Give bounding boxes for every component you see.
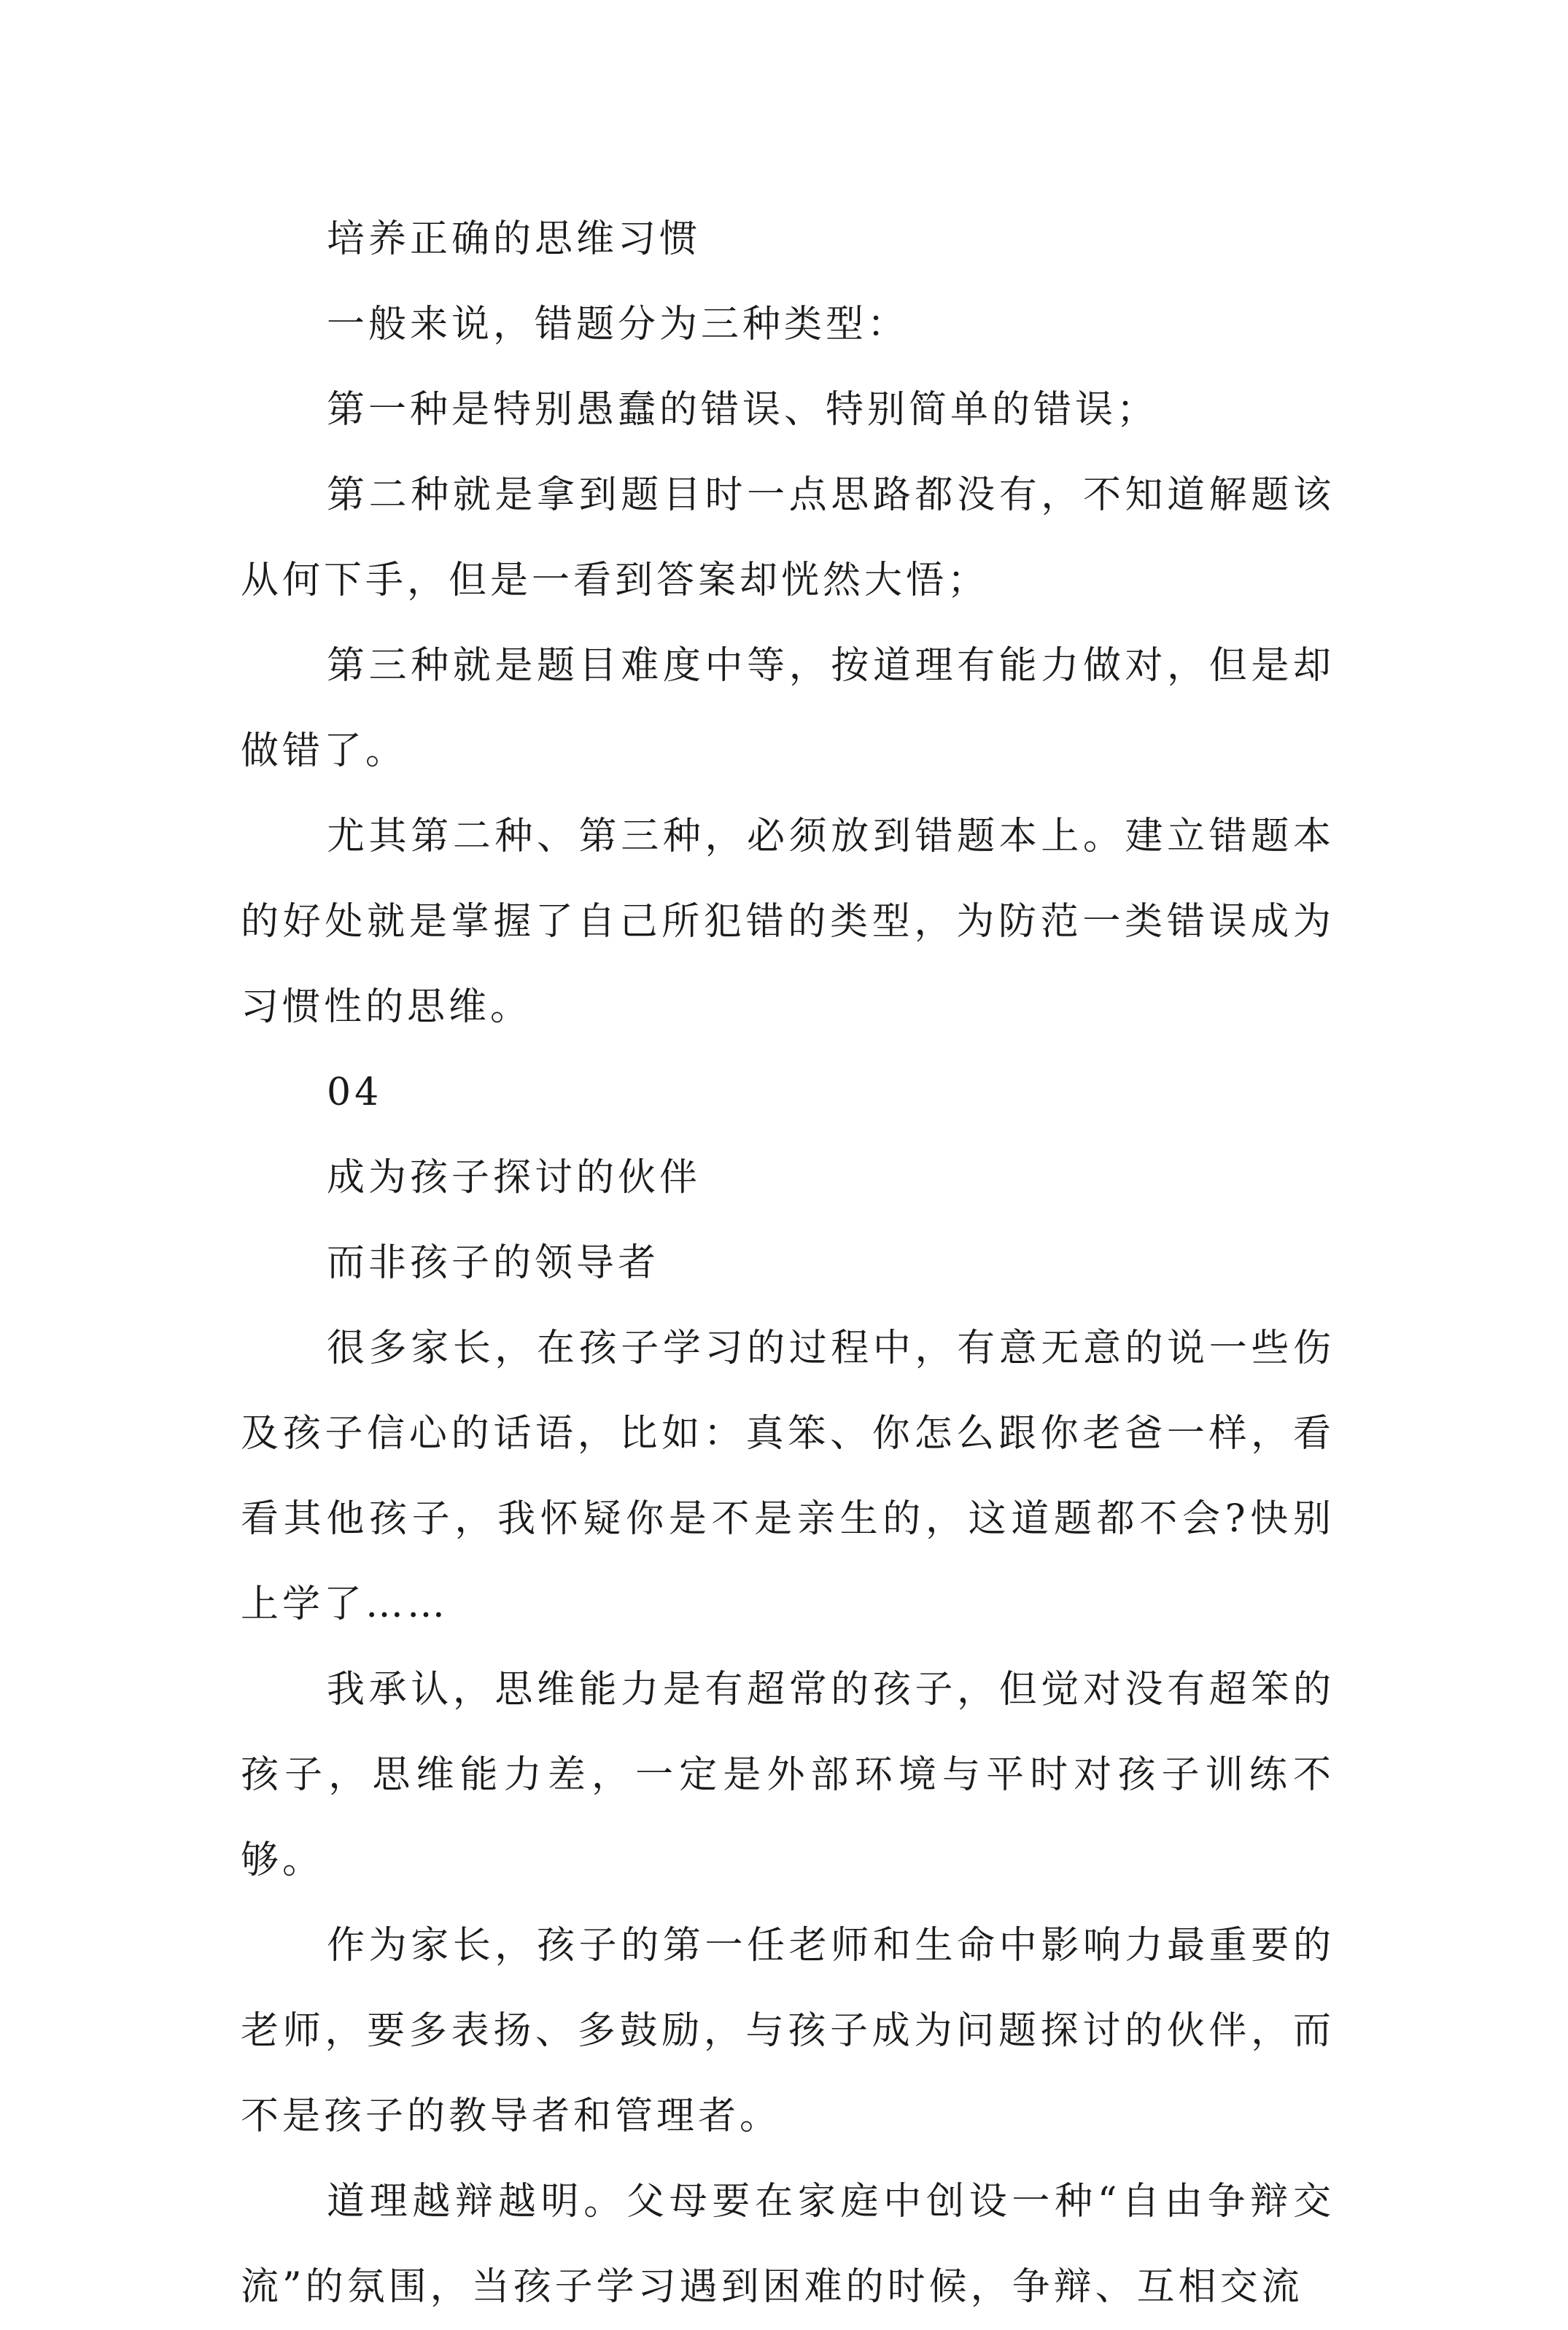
heading-discussion-partner: 成为孩子探讨的伙伴	[327, 1156, 702, 1200]
document-body	[241, 197, 1335, 2330]
paragraph-debate-atmosphere: 道理越辩越明。父母要在家庭中创设一种“自由争辩交流”的氛围，当孩子学习遇到困难的时候，争辩、互相交流	[241, 2180, 1335, 2309]
heading-not-leader: 而非孩子的领导者	[327, 1241, 660, 1285]
paragraph-thinking-ability: 我承认，思维能力是有超常的孩子，但觉对没有超笨的孩子，思维能力差，一定是外部环境与平时对孩子训练不够。	[241, 1668, 1335, 1882]
paragraph-parents-words: 很多家长，在孩子学习的过程中，有意无意的说一些伤及孩子信心的话语，比如：真笨、你怎么跟你老爸一样，看看其他孩子，我怀疑你是不是亲生的，这道题都不会?快别上学了……	[241, 1327, 1335, 1626]
paragraph-parent-role: 作为家长，孩子的第一任老师和生命中影响力最重要的老师，要多表扬、多鼓励，与孩子成为问题探讨的伙伴，而不是孩子的教导者和管理者。	[241, 1924, 1335, 2138]
paragraph-second-type: 第二种就是拿到题目时一点思路都没有，不知道解题该从何下手，但是一看到答案却恍然大悟；	[241, 473, 1335, 602]
paragraph-third-type: 第三种就是题目难度中等，按道理有能力做对，但是却做错了。	[241, 644, 1335, 773]
paragraph-error-notebook: 尤其第二种、第三种，必须放到错题本上。建立错题本的好处就是掌握了自己所犯错的类型，为防范一类错误成为习惯性的思维。	[241, 815, 1335, 1029]
paragraph-error-types-intro: 一般来说，错题分为三种类型：	[327, 303, 909, 346]
section-number: 04	[327, 1071, 383, 1114]
paragraph-first-type: 第一种是特别愚蠢的错误、特别简单的错误；	[327, 388, 1159, 432]
heading-correct-thinking-habits: 培养正确的思维习惯	[327, 217, 702, 261]
